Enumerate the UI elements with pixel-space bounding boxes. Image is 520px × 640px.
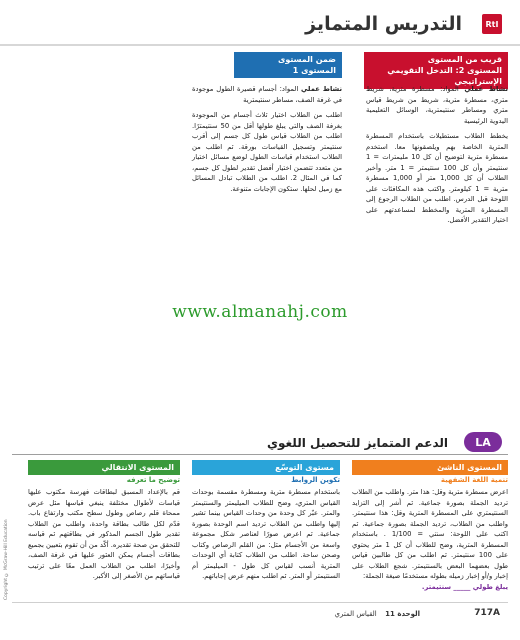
footer-unit-name: القياس المتري — [334, 610, 377, 618]
expanding-level-header: مستوى التوسّع — [192, 460, 340, 475]
approaching-level-subtitle: المستوى 2: التدخل التقويمي الإستراتيجي — [387, 66, 502, 86]
approaching-level-body — [366, 84, 508, 226]
approaching-materials — [366, 84, 508, 126]
emerging-subheading: تنمية اللغة الشفهية — [440, 476, 508, 484]
approaching-instructions: يخطط الطلاب مستطيلات باستخدام المسطرة المترية الخاصة بهم ويلصقونها معا. استخدم مسطرة مترية لتوضيح أن كل 10 مليمترات = 1 سنتيمتر وأن كل 100 سنتيمتر = 1 متر. وأخبر الطلاب أن كل 1,000 متر أو 1,000 مسطرة مترية = 1 كيلومتر. واكتب هذه المكافئات على اللوحة قبل الدرس. اطلب من الطلاب الرجوع إلى المسطرة المترية والمخطط لمساعدتهم على اختيار التقدير الأفضل. — [366, 132, 509, 224]
on-level-materials — [192, 84, 342, 105]
rti-badge: RtI — [482, 14, 502, 34]
footer-unit — [335, 610, 420, 618]
sentence-frame: يبلغ طولي _____ سنتيمتر. — [421, 582, 508, 591]
section-title: الدعم المتمايز للتحصيل اللغوي — [267, 436, 448, 450]
emerging-text: اعرض مسطرة مترية وقل: هذا متر. واطلب من الطلاب ترديد الجملة بصورة جماعية. ثم أشر إلى التزايد السنتيمتري على المسطرة المترية وقل: هذا سنتيمتر. واطلب من الطلاب، ترديد الجملة بصورة جماعية. ثم اكتب على اللوحة: سنتي = 1/100 . باستخدام المسطرة المترية، وضح للطلاب أن كل 1 متر يحتوي على 100 سنتيمتر. ثم اطلب من كل طالبين قياس طول بعضهما البعض بالسنتيمتر. شجع الطلاب على إخبار و/أو إخبار زميله بطوله مستخدمًا صيغة الجملة: — [352, 488, 508, 580]
emerging-level-body — [352, 476, 508, 592]
on-level-subtitle: المستوى 1 — [292, 66, 336, 75]
expanding-subheading: تكوين الروابط — [291, 476, 340, 484]
on-level-body — [192, 84, 342, 194]
section-divider — [12, 454, 508, 455]
page-title: التدريس المتمايز — [305, 13, 462, 35]
activity-label: نشاط عملي — [301, 85, 342, 93]
on-level-title: ضمن المستوى — [278, 55, 336, 64]
on-level-header — [234, 52, 342, 78]
copyright-note: Copyright © McGraw-Hill Education — [4, 519, 9, 600]
bridging-subheading: توضيح ما تعرفه — [126, 476, 180, 484]
bridging-level-body — [28, 476, 180, 582]
approaching-level-title: قريب من المستوى — [427, 55, 502, 64]
on-level-instructions: اطلب من الطلاب اختيار ثلاث أجسام من الموجودة بغرفة الصف والتي يبلغ طولها أقل من 50 سنتيمترًا. اطلب من الطلاب قياس طول كل جسم إلى أقرب سنتيمتر وتسجيل القياسات بورقة. ثم اطلب من الطلاب استخدام قياسات الطول لوضع مسائل اختيار من متعدد تتضمن اختيار أفضل تقدير لطول كل جسم، كما في المثال 2. اطلب من الطلاب تبادل المسائل مع زميل لحلها. ستكون الإجابات متنوعة. — [192, 111, 342, 193]
la-badge: LA — [464, 432, 502, 452]
emerging-level-header: المستوى الناشئ — [352, 460, 508, 475]
header-divider — [0, 44, 520, 46]
watermark: www.almanahj.com — [172, 302, 348, 322]
footer-divider — [12, 602, 508, 603]
bridging-level-header: المستوى الانتقالي — [28, 460, 180, 475]
activity-label: نشاط عملي — [464, 85, 509, 93]
bridging-text: قم بالإعداد المسبق لبطاقات فهرسة مكتوب عليها قياسات لأطوال مختلفة ينبغي قياسها مثل عرض ممحاة قلم رصاص وطول سطح مكتب وارتفاع باب. قدّم لكل طالب بطاقة واحدة، واطلب من الطلاب تقدير طول الجسم المذكور في بطاقتهم ثم قياسه للتحقق من صحة تقديره. أكّد من أن تقوم بتعيين بجميع بطاقات أجسام يمكن العثور عليها في غرفة الصف، وأخيرًا، اطلب من الطلاب العمل معًا على ترتيب قياساتهم من الأصغر إلى الأكبر. — [27, 488, 180, 580]
on-level-materials-text: المواد: أجسام قصيرة الطول موجودة في غرفة الصف، مساطر سنتيمترية — [192, 85, 342, 104]
expanding-text: باستخدام مسطرة مترية ومسطرة مقسمة بوحدات القياس المتري، وضح للطلاب الميليمتر والسنتيمتر والمتر. عبّر كل وحدة من وحدات القياس بينما تشير إليها واطلب من الطلاب ترديد اسم الوحدة بصورة جماعية. ثم اعرض صورًا لعناصر شكل مجموعة واسعة من الأجسام مثل: من القلم الرصاص وكتاب وصحن ساحة. اطلب من الطلاب كتابة أي الوحدات المترية أنسب لقياس كل طول - الميليمتر أم السنتيمتر أو المتر. ثم اطلب منهم عرض إجاباتهم. — [192, 488, 340, 580]
footer-unit-number: الوحدة 11 — [385, 610, 420, 618]
page-number: 717A — [474, 608, 500, 618]
approaching-materials-text: المواد: مسطرة مترية، شريط متري، مسطرة مترية، شريط من شريط قياس متري ومساطر سنتيمترية، الوسائل التعليمية اليدوية الرئيسية — [366, 85, 508, 125]
expanding-level-body — [192, 476, 340, 582]
